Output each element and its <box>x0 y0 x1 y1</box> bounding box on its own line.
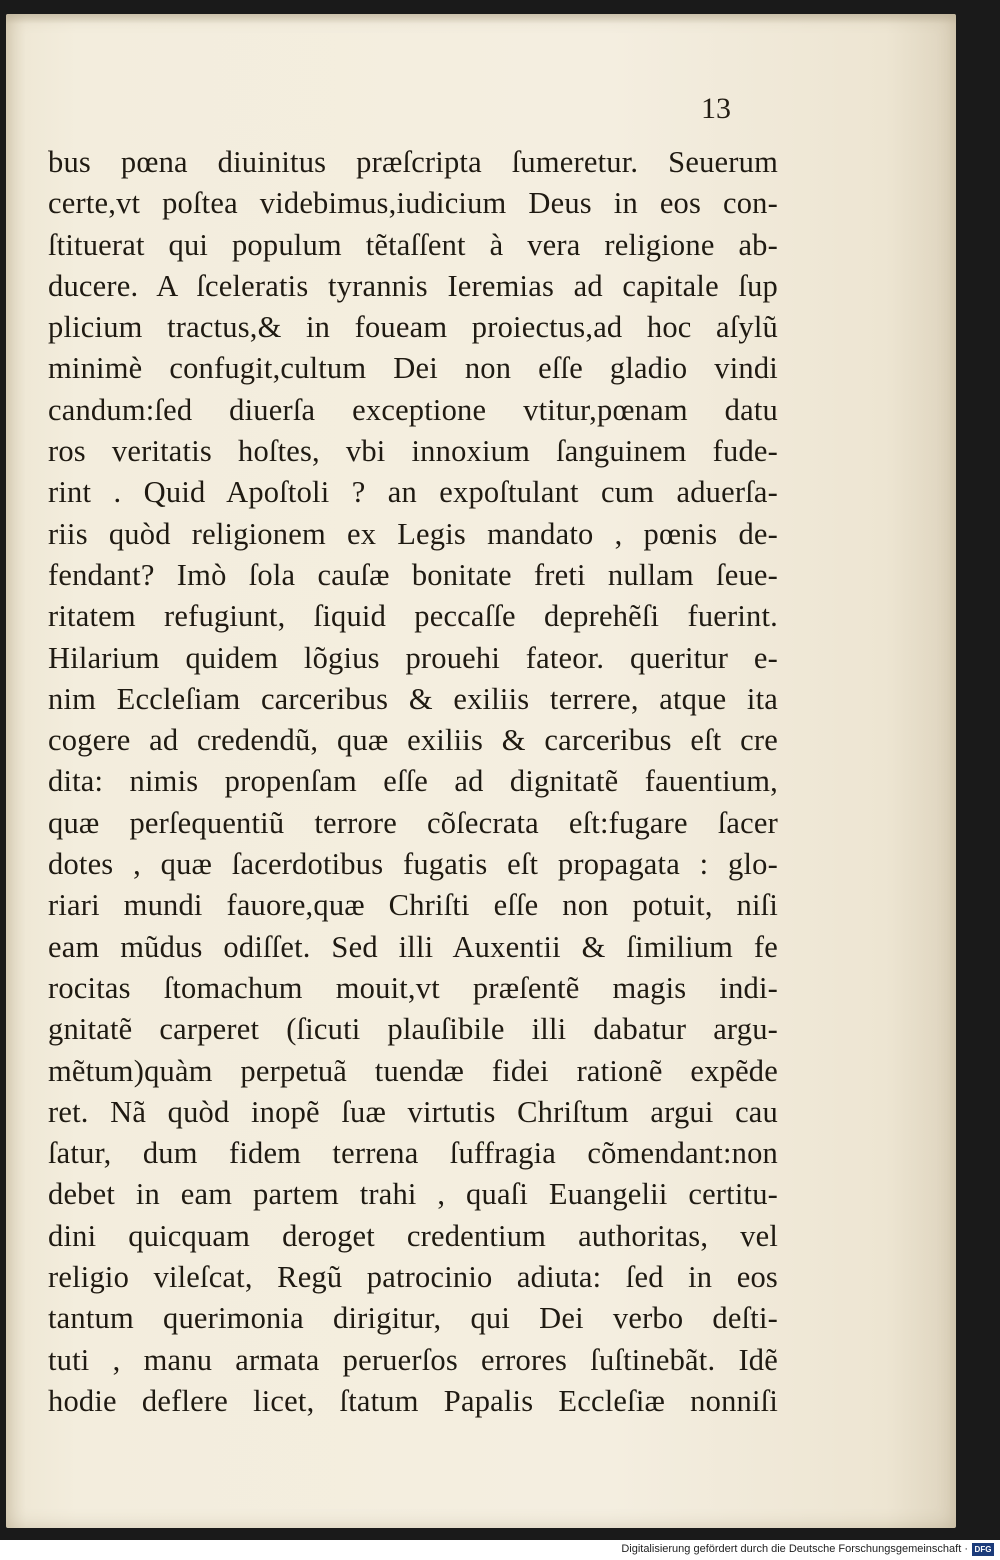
text-line: cogere ad credendũ, quæ exiliis & carceribus eſt cre <box>48 723 778 758</box>
digitization-credit: Digitalisierung gefördert durch die Deutsche Forschungsgemeinschaft · <box>621 1543 968 1555</box>
text-line: minimè confugit,cultum Dei non eſſe gladio vindi <box>48 351 778 386</box>
text-line: dini quicquam deroget credentium authoritas, vel <box>48 1218 778 1253</box>
text-line: bus pœna diuinitus præſcripta ſumeretur. Seuerum <box>48 145 778 179</box>
page-top-edge <box>6 14 956 24</box>
text-line: ſtituerat qui populum tẽtaſſent à vera religione ab- <box>48 227 778 262</box>
footer-bar <box>0 1540 1000 1560</box>
text-line: ritatem refugiunt, ſiquid peccaſſe deprehẽſi fuerint. <box>48 599 778 634</box>
text-line: ducere. A ſceleratis tyrannis Ieremias ad capitale ſup <box>48 268 778 303</box>
text-line: dotes , quæ ſacerdotibus fugatis eſt propagata : glo- <box>48 847 778 882</box>
text-line: debet in eam partem trahi , quaſi Euangelii certitu- <box>48 1177 778 1212</box>
text-line: riari mundi fauore,quæ Chriſti eſſe non potuit, niſi <box>48 888 778 923</box>
text-line: certe,vt poſtea videbimus,iudicium Deus in eos con- <box>48 186 778 221</box>
text-line: mẽtum)quàm perpetuã tuendæ fidei rationẽ expẽde <box>48 1053 778 1088</box>
text-line: gnitatẽ carperet (ſicuti plauſibile illi dabatur argu- <box>48 1012 778 1047</box>
text-line: religio vileſcat, Regũ patrocinio adiuta: ſed in eos <box>48 1260 778 1295</box>
text-line: eam mũdus odiſſet. Sed illi Auxentii & ſimilium fe <box>48 929 778 964</box>
text-line: plicium tractus,& in foueam proiectus,ad hoc aſylũ <box>48 310 778 345</box>
text-line: tantum querimonia dirigitur, qui Dei verbo deſti- <box>48 1301 778 1336</box>
book-page <box>6 14 956 1528</box>
text-line: nim Eccleſiam carceribus & exiliis terrere, atque ita <box>48 681 778 716</box>
text-line: ſatur, dum fidem terrena ſuffragia cõmendant:non <box>48 1136 778 1171</box>
text-line: rocitas ſtomachum mouit,vt præſentẽ magis indi- <box>48 970 778 1005</box>
text-line: candum:ſed diuerſa exceptione vtitur,pœnam datu <box>48 392 778 427</box>
text-line: dita: nimis propenſam eſſe ad dignitatẽ fauentium, <box>48 764 778 799</box>
text-line: tuti , manu armata peruerſos errores ſuſtinebãt. Idẽ <box>48 1342 778 1377</box>
text-line: Hilarium quidem lõgius prouehi fateor. queritur e- <box>48 640 778 675</box>
text-line: ret. Nã quòd inopẽ ſuæ virtutis Chriſtum argui cau <box>48 1094 778 1129</box>
page-number: 13 <box>701 92 731 125</box>
dfg-logo-icon: DFG <box>972 1543 994 1556</box>
text-line: rint . Quid Apoſtoli ? an expoſtulant cum aduerſa- <box>48 475 778 510</box>
text-line: hodie deflere licet, ſtatum Papalis Eccleſiæ nonniſi <box>48 1383 778 1418</box>
body-text <box>48 142 778 1422</box>
text-line: ros veritatis hoſtes, vbi innoxium ſanguinem fude- <box>48 434 778 469</box>
text-line: riis quòd religionem ex Legis mandato , pœnis de- <box>48 516 778 551</box>
text-line: fendant? Imò ſola cauſæ bonitate freti nullam ſeue- <box>48 557 778 592</box>
text-line: quæ perſequentiũ terrore cõſecrata eſt:fugare ſacer <box>48 805 778 840</box>
